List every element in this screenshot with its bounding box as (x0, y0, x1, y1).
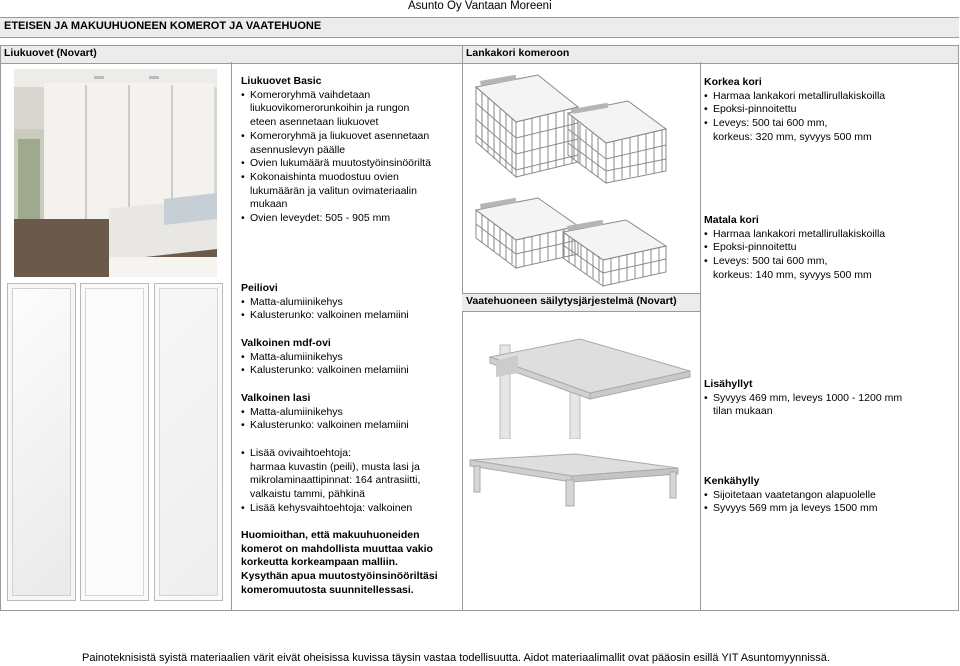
lasi-block (241, 392, 409, 433)
peiliovi-block (241, 282, 409, 323)
low-basket-image (468, 190, 673, 290)
note-line: Huomioithan, että makuuhuoneiden (241, 529, 420, 541)
list-item: • Matta-alumiinikehys (241, 296, 409, 310)
list-item: valkaistu tammi, pähkinä (250, 488, 365, 501)
right-border (958, 45, 959, 611)
peiliovi-title: Peiliovi (241, 282, 278, 294)
door-sample-mirror (7, 283, 76, 601)
liukuovet-basic-list (241, 89, 431, 226)
footer-disclaimer: Painoteknisistä syistä materiaalien värit eivät oheisissa kuvissa täysin vastaa todellisuutta. Aidot materiaalimallit ovat pääosin esillä YIT Asuntomyynnissä. (82, 652, 830, 664)
list-item: • Lisää ovivaihtoehtoja: (241, 447, 420, 461)
list-item: asennuslevyn päälle (250, 143, 346, 156)
list-item: korkeus: 140 mm, syvyys 500 mm (713, 268, 872, 281)
matala-kori-title: Matala kori (704, 214, 759, 226)
list-item: • Kalusterunko: valkoinen melamiini (241, 364, 409, 378)
high-basket-image (468, 67, 673, 185)
list-item: mikrolaminaattipinnat: 164 antrasiitti, (250, 474, 421, 487)
mdf-title: Valkoinen mdf-ovi (241, 337, 331, 349)
list-item: • Matta-alumiinikehys (241, 406, 409, 420)
list-item: • Epoksi-pinnoitettu (704, 103, 885, 117)
list-item: korkeus: 320 mm, syvyys 500 mm (713, 130, 872, 143)
list-item: tilan mukaan (713, 405, 773, 418)
liukuovet-basic-title: Liukuovet Basic (241, 75, 322, 87)
shelf-image (470, 333, 695, 439)
list-item: • Syvyys 469 mm, leveys 1000 - 1200 mm (704, 392, 902, 406)
shoe-shelf-image (466, 452, 681, 507)
list-item: • Leveys: 500 tai 600 mm, (704, 117, 885, 131)
left-border (0, 45, 1, 611)
wardrobe-photo (14, 69, 217, 277)
lasi-title: Valkoinen lasi (241, 392, 311, 404)
list-item: • Kalusterunko: valkoinen melamiini (241, 309, 409, 323)
mdf-block (241, 337, 409, 378)
list-item: • Komeroryhmä vaihdetaan (241, 89, 431, 103)
door-sample-glass (154, 283, 223, 601)
note-block (241, 529, 438, 598)
list-item: • Syvyys 569 mm ja leveys 1500 mm (704, 502, 878, 516)
image-column-divider (231, 62, 232, 611)
note-line: korkeutta korkeampaan malliin. (241, 556, 398, 569)
list-item: lukumäärän ja valitun ovimateriaalin (250, 184, 417, 197)
list-item: mukaan (250, 198, 288, 211)
lisahyllyt-block (704, 378, 902, 419)
door-sample-mdf (80, 283, 149, 601)
center-divider (462, 62, 463, 611)
list-item: • Harmaa lankakori metallirullakiskoilla (704, 228, 885, 242)
list-item: • Leveys: 500 tai 600 mm, (704, 255, 885, 269)
list-item: • Komeroryhmä ja liukuovet asennetaan (241, 130, 431, 144)
list-item: • Harmaa lankakori metallirullakiskoilla (704, 90, 885, 104)
list-item: • Ovien lukumäärä muutostyöinsinööriltä (241, 157, 431, 171)
list-item: • Lisää kehysvaihtoehtoja: valkoinen (241, 502, 420, 516)
list-item: liukuovikomerorunkoihin ja rungon (250, 102, 410, 115)
list-item: eteen asennetaan liukuovet (250, 116, 379, 129)
lisahyllyt-title: Lisähyllyt (704, 378, 753, 390)
company-name: Asunto Oy Vantaan Moreeni (408, 0, 552, 12)
liukuovet-basic-block (241, 75, 431, 226)
list-item: harmaa kuvastin (peili), musta lasi ja (250, 460, 420, 473)
right-section-header: Lankakori komeroon (466, 47, 570, 59)
list-item: • Kalusterunko: valkoinen melamiini (241, 419, 409, 433)
note-line: komeromuutosta suunnitellessasi. (241, 583, 414, 596)
list-item: • Sijoitetaan vaatetangon alapuolelle (704, 489, 878, 503)
section-title: ETEISEN JA MAKUUHUONEEN KOMEROT JA VAATEHUONE (4, 20, 322, 32)
header-divider (462, 45, 463, 63)
list-item: • Matta-alumiinikehys (241, 351, 409, 365)
kenkahylly-block (704, 475, 878, 516)
korkea-kori-block (704, 76, 885, 145)
left-section-header: Liukuovet (Novart) (4, 47, 97, 59)
right-column-divider (700, 62, 701, 611)
note-line: Kysythän apua muutostyöinsinööriltäsi (241, 570, 438, 583)
korkea-kori-title: Korkea kori (704, 76, 762, 88)
list-item: • Ovien leveydet: 505 - 905 mm (241, 212, 431, 226)
kenkahylly-title: Kenkähylly (704, 475, 760, 487)
note-line: komerot on mahdollista muuttaa vakio (241, 542, 433, 555)
bottom-border (0, 610, 959, 611)
list-item: • Kokonaishinta muodostuu ovien (241, 171, 431, 185)
extra-options-list (241, 447, 420, 516)
matala-kori-block (704, 214, 885, 283)
list-item: • Epoksi-pinnoitettu (704, 241, 885, 255)
wardrobe-system-header: Vaatehuoneen säilytysjärjestelmä (Novart) (466, 295, 677, 307)
